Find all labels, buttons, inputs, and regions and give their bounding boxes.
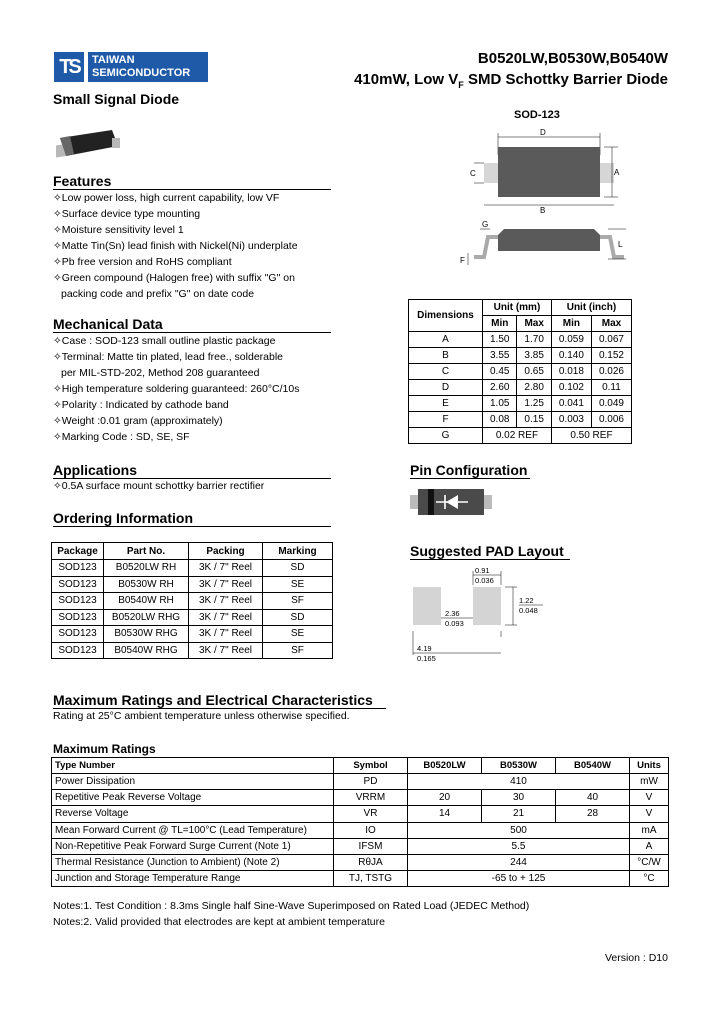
pad-gap-in: 0.093 bbox=[445, 619, 464, 628]
pin-config-divider bbox=[410, 478, 530, 479]
pad-width-mm: 0.91 bbox=[475, 566, 490, 575]
col-unit-mm: Unit (mm) bbox=[483, 300, 552, 316]
table-cell: Thermal Resistance (Junction to Ambient) (Note 2) bbox=[52, 854, 334, 870]
dim-label-f: F bbox=[460, 256, 465, 265]
table-cell: 3K / 7" Reel bbox=[189, 593, 263, 610]
table-cell: A bbox=[409, 332, 483, 348]
table-cell: SOD123 bbox=[52, 576, 104, 593]
pad-total-in: 0.165 bbox=[417, 654, 436, 663]
table-cell: B0520LW RHG bbox=[104, 609, 189, 626]
table-cell: A bbox=[630, 838, 669, 854]
table-cell: SE bbox=[263, 576, 333, 593]
table-cell: 3.55 bbox=[483, 348, 517, 364]
list-item: ✧Matte Tin(Sn) lead finish with Nickel(Ni) underplate bbox=[53, 240, 298, 252]
table-row bbox=[52, 838, 669, 854]
list-item: per MIL-STD-202, Method 208 guaranteed bbox=[61, 367, 260, 379]
features-title: Features bbox=[53, 173, 112, 189]
table-cell: SOD123 bbox=[52, 626, 104, 643]
pad-gap-mm: 2.36 bbox=[445, 609, 460, 618]
doc-subtitle bbox=[354, 71, 668, 90]
note-1: Notes:1. Test Condition : 8.3ms Single half Sine-Wave Superimposed on Rated Load (JEDEC Method) bbox=[53, 900, 530, 912]
table-cell: Junction and Storage Temperature Range bbox=[52, 871, 334, 887]
table-cell: 0.140 bbox=[551, 348, 591, 364]
table-cell: 30 bbox=[482, 790, 556, 806]
list-item: ✧Pb free version and RoHS compliant bbox=[53, 256, 232, 268]
table-cell: VRRM bbox=[334, 790, 408, 806]
col-units: Units bbox=[630, 758, 669, 774]
table-row bbox=[52, 609, 333, 626]
table-cell: C bbox=[409, 364, 483, 380]
table-cell: 0.152 bbox=[591, 348, 631, 364]
subtitle-sub: F bbox=[458, 80, 464, 90]
table-cell: -65 to + 125 bbox=[408, 871, 630, 887]
dim-label-d: D bbox=[540, 128, 546, 137]
mechanical-title: Mechanical Data bbox=[53, 316, 163, 332]
pad-height-in: 0.048 bbox=[519, 606, 538, 615]
col-max-inch: Max bbox=[591, 316, 631, 332]
table-row bbox=[52, 642, 333, 659]
table-cell: 1.70 bbox=[517, 332, 551, 348]
table-cell: E bbox=[409, 396, 483, 412]
table-cell: 1.25 bbox=[517, 396, 551, 412]
col-marking: Marking bbox=[263, 543, 333, 560]
table-cell: 0.003 bbox=[551, 412, 591, 428]
table-row bbox=[409, 428, 632, 444]
list-item: ✧Moisture sensitivity level 1 bbox=[53, 224, 184, 236]
ordering-title: Ordering Information bbox=[53, 510, 193, 526]
max-ratings-subtitle: Rating at 25°C ambient temperature unless otherwise specified. bbox=[53, 710, 350, 722]
note-2: Notes:2. Valid provided that electrodes are kept at ambient temperature bbox=[53, 916, 385, 928]
table-row bbox=[409, 332, 632, 348]
table-cell: 3K / 7" Reel bbox=[189, 560, 263, 577]
table-cell: B0530W RH bbox=[104, 576, 189, 593]
ordering-divider bbox=[53, 526, 331, 527]
table-cell: V bbox=[630, 806, 669, 822]
table-cell: SOD123 bbox=[52, 642, 104, 659]
list-item: ✧Case : SOD-123 small outline plastic package bbox=[53, 335, 276, 347]
table-cell: 500 bbox=[408, 822, 630, 838]
features-list bbox=[53, 190, 298, 302]
version: Version : D10 bbox=[604, 952, 668, 964]
list-item: packing code and prefix "G" on date code bbox=[61, 288, 255, 300]
table-cell: PD bbox=[334, 774, 408, 790]
table-cell: mW bbox=[630, 774, 669, 790]
table-cell: 1.50 bbox=[483, 332, 517, 348]
table-row bbox=[409, 412, 632, 428]
table-row bbox=[52, 822, 669, 838]
col-type-number: Type Number bbox=[52, 758, 334, 774]
list-item: ✧Low power loss, high current capability, low VF bbox=[53, 192, 280, 204]
table-row bbox=[52, 806, 669, 822]
dim-label-b: B bbox=[540, 206, 546, 215]
table-cell: TJ, TSTG bbox=[334, 871, 408, 887]
table-cell: 28 bbox=[556, 806, 630, 822]
table-cell: B0540W RH bbox=[104, 593, 189, 610]
table-cell: 244 bbox=[408, 854, 630, 870]
table-row bbox=[52, 626, 333, 643]
table-header-row bbox=[409, 300, 632, 316]
table-cell: IFSM bbox=[334, 838, 408, 854]
list-item: ✧Surface device type mounting bbox=[53, 208, 201, 220]
table-cell: SD bbox=[263, 609, 333, 626]
table-cell: 0.059 bbox=[551, 332, 591, 348]
table-cell: 0.45 bbox=[483, 364, 517, 380]
logo-mark: TS bbox=[54, 52, 84, 82]
table-row bbox=[52, 790, 669, 806]
package-label: SOD-123 bbox=[514, 109, 560, 121]
pad-layout-divider bbox=[410, 559, 570, 560]
logo-line2: SEMICONDUCTOR bbox=[92, 67, 191, 79]
col-b0540w: B0540W bbox=[556, 758, 630, 774]
table-cell: 2.80 bbox=[517, 380, 551, 396]
table-cell: 0.08 bbox=[483, 412, 517, 428]
table-cell: B0520LW RH bbox=[104, 560, 189, 577]
dimensions-table bbox=[408, 299, 632, 444]
table-cell: Reverse Voltage bbox=[52, 806, 334, 822]
col-packing: Packing bbox=[189, 543, 263, 560]
table-cell: 3K / 7" Reel bbox=[189, 576, 263, 593]
table-cell: °C/W bbox=[630, 854, 669, 870]
table-row bbox=[52, 774, 669, 790]
list-item: ✧Polarity : Indicated by cathode band bbox=[53, 399, 229, 411]
table-cell: mA bbox=[630, 822, 669, 838]
package-drawing bbox=[460, 125, 630, 275]
table-header-row bbox=[52, 543, 333, 560]
table-cell: SOD123 bbox=[52, 609, 104, 626]
pad-total-mm: 4.19 bbox=[417, 644, 432, 653]
table-row bbox=[52, 560, 333, 577]
ordering-table bbox=[51, 542, 333, 659]
pin-config-title: Pin Configuration bbox=[410, 462, 528, 478]
table-cell: 0.018 bbox=[551, 364, 591, 380]
table-cell: SOD123 bbox=[52, 560, 104, 577]
dim-label: G bbox=[409, 428, 483, 444]
table-row bbox=[409, 348, 632, 364]
table-cell: 14 bbox=[408, 806, 482, 822]
list-item: ✧Green compound (Halogen free) with suffix "G" on bbox=[53, 272, 295, 284]
table-cell: D bbox=[409, 380, 483, 396]
col-b0530w: B0530W bbox=[482, 758, 556, 774]
table-cell: B bbox=[409, 348, 483, 364]
table-cell: °C bbox=[630, 871, 669, 887]
col-max-mm: Max bbox=[517, 316, 551, 332]
max-ratings-table-title: Maximum Ratings bbox=[53, 742, 156, 756]
table-row bbox=[409, 380, 632, 396]
dim-label-a: A bbox=[614, 168, 620, 177]
logo-line1: TAIWAN bbox=[92, 54, 135, 66]
table-cell: VR bbox=[334, 806, 408, 822]
pad-width-in: 0.036 bbox=[475, 576, 494, 585]
table-cell: 3K / 7" Reel bbox=[189, 609, 263, 626]
table-cell: SF bbox=[263, 642, 333, 659]
dim-label-l: L bbox=[618, 240, 623, 249]
max-ratings-divider bbox=[53, 708, 386, 709]
col-dimensions: Dimensions bbox=[409, 300, 483, 332]
table-row bbox=[52, 871, 669, 887]
table-cell: 410 bbox=[408, 774, 630, 790]
pad-layout-diagram bbox=[405, 565, 555, 665]
dim-label-c: C bbox=[470, 169, 476, 178]
pin-config-diagram bbox=[410, 487, 492, 517]
table-cell: 3K / 7" Reel bbox=[189, 642, 263, 659]
max-ratings-title: Maximum Ratings and Electrical Characteristics bbox=[53, 692, 373, 708]
table-cell: 0.067 bbox=[591, 332, 631, 348]
dim-g-inch: 0.50 REF bbox=[551, 428, 631, 444]
table-row bbox=[52, 593, 333, 610]
table-cell: 0.006 bbox=[591, 412, 631, 428]
part-numbers: B0520LW,B0530W,B0540W bbox=[477, 50, 668, 67]
table-cell: 0.15 bbox=[517, 412, 551, 428]
col-part-no: Part No. bbox=[104, 543, 189, 560]
dim-g-mm: 0.02 REF bbox=[483, 428, 552, 444]
package-photo bbox=[52, 124, 122, 162]
table-cell: SF bbox=[263, 593, 333, 610]
table-cell: 0.041 bbox=[551, 396, 591, 412]
subtitle-b: SMD Schottky Barrier Diode bbox=[463, 71, 668, 88]
table-cell: 3K / 7" Reel bbox=[189, 626, 263, 643]
max-ratings-table bbox=[51, 757, 669, 887]
list-item: ✧0.5A surface mount schottky barrier rectifier bbox=[53, 480, 265, 492]
list-item: ✧Terminal: Matte tin plated, lead free., solderable bbox=[53, 351, 284, 363]
table-cell: Repetitive Peak Reverse Voltage bbox=[52, 790, 334, 806]
table-cell: Power Dissipation bbox=[52, 774, 334, 790]
table-cell: 21 bbox=[482, 806, 556, 822]
table-cell: 3.85 bbox=[517, 348, 551, 364]
dim-label-g: G bbox=[482, 220, 489, 229]
col-min-inch: Min bbox=[551, 316, 591, 332]
table-cell: 20 bbox=[408, 790, 482, 806]
table-cell: B0540W RHG bbox=[104, 642, 189, 659]
pad-layout-title: Suggested PAD Layout bbox=[410, 543, 564, 559]
table-cell: 0.026 bbox=[591, 364, 631, 380]
table-cell: 0.11 bbox=[591, 380, 631, 396]
list-item: ✧Marking Code : SD, SE, SF bbox=[53, 431, 190, 443]
table-cell: 5.5 bbox=[408, 838, 630, 854]
table-cell: F bbox=[409, 412, 483, 428]
col-min-mm: Min bbox=[483, 316, 517, 332]
table-cell: SD bbox=[263, 560, 333, 577]
col-symbol: Symbol bbox=[334, 758, 408, 774]
list-item: ✧Weight :0.01 gram (approximately) bbox=[53, 415, 223, 427]
table-cell: B0530W RHG bbox=[104, 626, 189, 643]
table-cell: SOD123 bbox=[52, 593, 104, 610]
table-cell: 40 bbox=[556, 790, 630, 806]
table-cell: Non-Repetitive Peak Forward Surge Current (Note 1) bbox=[52, 838, 334, 854]
table-cell: IO bbox=[334, 822, 408, 838]
table-cell: 2.60 bbox=[483, 380, 517, 396]
subtitle-a: 410mW, Low V bbox=[354, 71, 459, 88]
table-cell: 0.049 bbox=[591, 396, 631, 412]
table-header-row bbox=[52, 758, 669, 774]
col-b0520lw: B0520LW bbox=[408, 758, 482, 774]
table-row bbox=[409, 364, 632, 380]
table-row bbox=[52, 854, 669, 870]
applications-title: Applications bbox=[53, 462, 138, 478]
applications-list bbox=[53, 478, 264, 494]
list-item: ✧High temperature soldering guaranteed: 260°C/10s bbox=[53, 383, 300, 395]
pad-height-mm: 1.22 bbox=[519, 596, 534, 605]
table-row bbox=[52, 576, 333, 593]
table-cell: 0.102 bbox=[551, 380, 591, 396]
table-cell: Mean Forward Current @ TL=100°C (Lead Temperature) bbox=[52, 822, 334, 838]
table-row bbox=[409, 396, 632, 412]
logo bbox=[88, 52, 208, 82]
col-unit-inch: Unit (inch) bbox=[551, 300, 631, 316]
table-cell: V bbox=[630, 790, 669, 806]
table-cell: 1.05 bbox=[483, 396, 517, 412]
product-category: Small Signal Diode bbox=[53, 91, 180, 107]
table-cell: RθJA bbox=[334, 854, 408, 870]
table-cell: 0.65 bbox=[517, 364, 551, 380]
mechanical-list bbox=[53, 333, 299, 445]
col-package: Package bbox=[52, 543, 104, 560]
table-cell: SE bbox=[263, 626, 333, 643]
